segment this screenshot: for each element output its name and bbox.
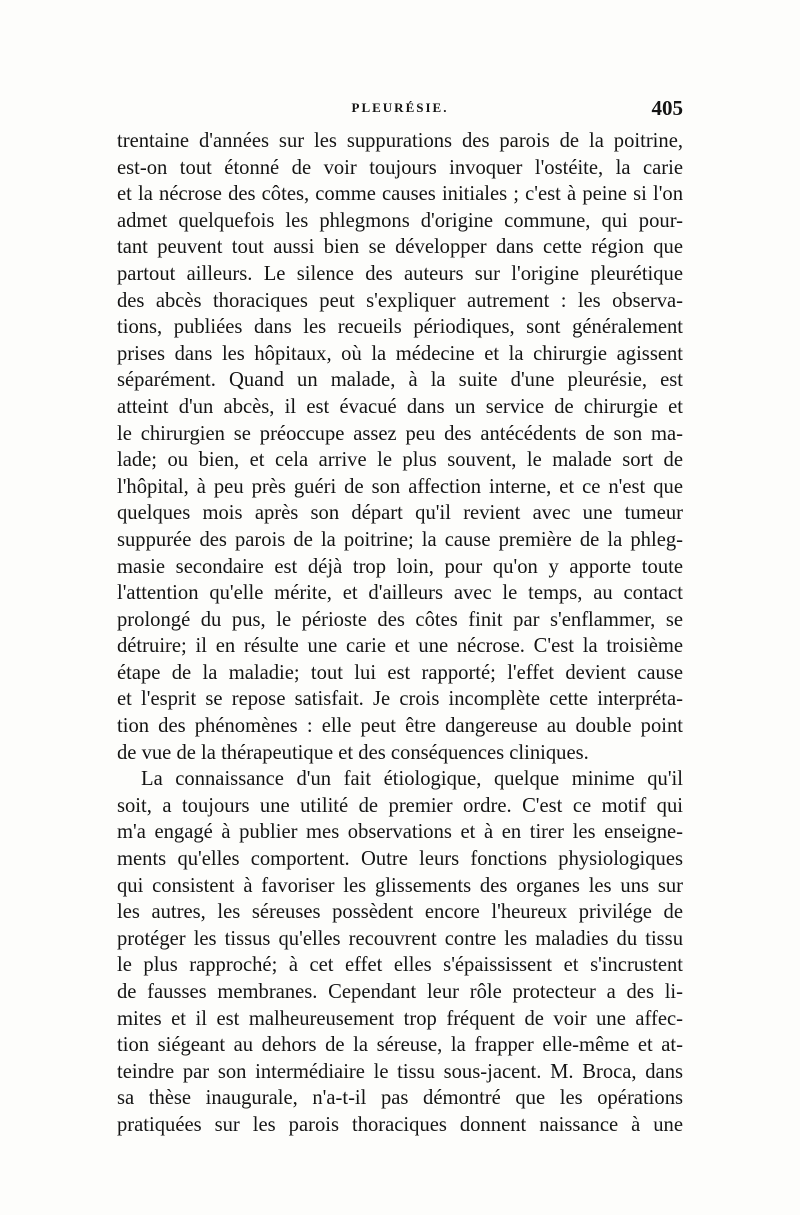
text-line: soit, a toujours une utilité de premier ordre. C'est ce motif qui <box>117 794 683 817</box>
text-line: tions, publiées dans les recueils périodiques, sont généralement <box>117 316 683 339</box>
text-line: lade; ou bien, et cela arrive le plus souvent, le malade sort de <box>117 449 683 472</box>
text-line: des abcès thoraciques peut s'expliquer autrement : les observa- <box>117 289 683 312</box>
running-head <box>117 96 683 120</box>
text-line: La connaissance d'un fait étiologique, quelque minime qu'il <box>141 768 683 791</box>
text-line: suppurée des parois de la poitrine; la cause première de la phleg- <box>117 528 683 551</box>
text-line: de vue de la thérapeutique et des conséquences cliniques. <box>117 741 589 764</box>
text-line: prises dans les hôpitaux, où la médecine et la chirurgie agissent <box>117 342 683 365</box>
text-line: le chirurgien se préoccupe assez peu des antécédents de son ma- <box>117 422 683 445</box>
text-line: l'attention qu'elle mérite, et d'ailleurs avec le temps, au contact <box>117 582 683 605</box>
text-line: et l'esprit se repose satisfait. Je crois incomplète cette interpréta- <box>117 688 683 711</box>
page-number: 405 <box>651 96 683 120</box>
text-line: sa thèse inaugurale, n'a-t-il pas démontré que les opérations <box>117 1087 683 1110</box>
body-text <box>117 128 683 1139</box>
text-line: les autres, les séreuses possèdent encore l'heureux privilége de <box>117 901 683 924</box>
text-line: teindre par son intermédiaire le tissu sous-jacent. M. Broca, dans <box>117 1060 683 1083</box>
text-line: est-on tout étonné de voir toujours invoquer l'ostéite, la carie <box>117 156 683 179</box>
text-line: ments qu'elles comportent. Outre leurs fonctions physiologiques <box>117 848 683 871</box>
running-title: PLEURÉSIE. <box>351 100 449 115</box>
text-line: tion des phénomènes : elle peut être dangereuse au double point <box>117 715 683 738</box>
text-line: détruire; il en résulte une carie et une nécrose. C'est la troisième <box>117 635 683 658</box>
text-line: l'hôpital, à peu près guéri de son affection interne, et ce n'est que <box>117 475 683 498</box>
text-line: partout ailleurs. Le silence des auteurs sur l'origine pleurétique <box>117 262 683 285</box>
text-line: admet quelquefois les phlegmons d'origine commune, qui pour- <box>117 209 683 232</box>
text-line: m'a engagé à publier mes observations et à en tirer les enseigne- <box>117 821 683 844</box>
text-line: tant peuvent tout aussi bien se développer dans cette région que <box>117 236 683 259</box>
text-line: le plus rapproché; à cet effet elles s'épaississent et s'incrustent <box>117 954 683 977</box>
text-line: tion siégeant au dehors de la séreuse, la frapper elle-même et at- <box>117 1034 683 1057</box>
text-line: masie secondaire est déjà trop loin, pour qu'on y apporte toute <box>117 555 683 578</box>
text-line: quelques mois après son départ qu'il revient avec une tumeur <box>117 502 683 525</box>
text-line: atteint d'un abcès, il est évacué dans un service de chirurgie et <box>117 395 683 418</box>
text-line: qui consistent à favoriser les glissements des organes les uns sur <box>117 874 683 897</box>
text-line: protéger les tissus qu'elles recouvrent contre les maladies du tissu <box>117 927 683 950</box>
text-line: étape de la maladie; tout lui est rapporté; l'effet devient cause <box>117 661 683 684</box>
text-line: pratiquées sur les parois thoraciques donnent naissance à une <box>117 1113 683 1136</box>
text-line: séparément. Quand un malade, à la suite d'une pleurésie, est <box>117 369 683 392</box>
text-line: trentaine d'années sur les suppurations des parois de la poitrine, <box>117 130 683 152</box>
text-line: mites et il est malheureusement trop fréquent de voir une affec- <box>117 1007 683 1030</box>
text-line: de fausses membranes. Cependant leur rôle protecteur a des li- <box>117 981 683 1003</box>
text-line: prolongé du pus, le périoste des côtes finit par s'enflammer, se <box>117 608 683 631</box>
text-line: et la nécrose des côtes, comme causes initiales ; c'est à peine si l'on <box>117 183 683 206</box>
